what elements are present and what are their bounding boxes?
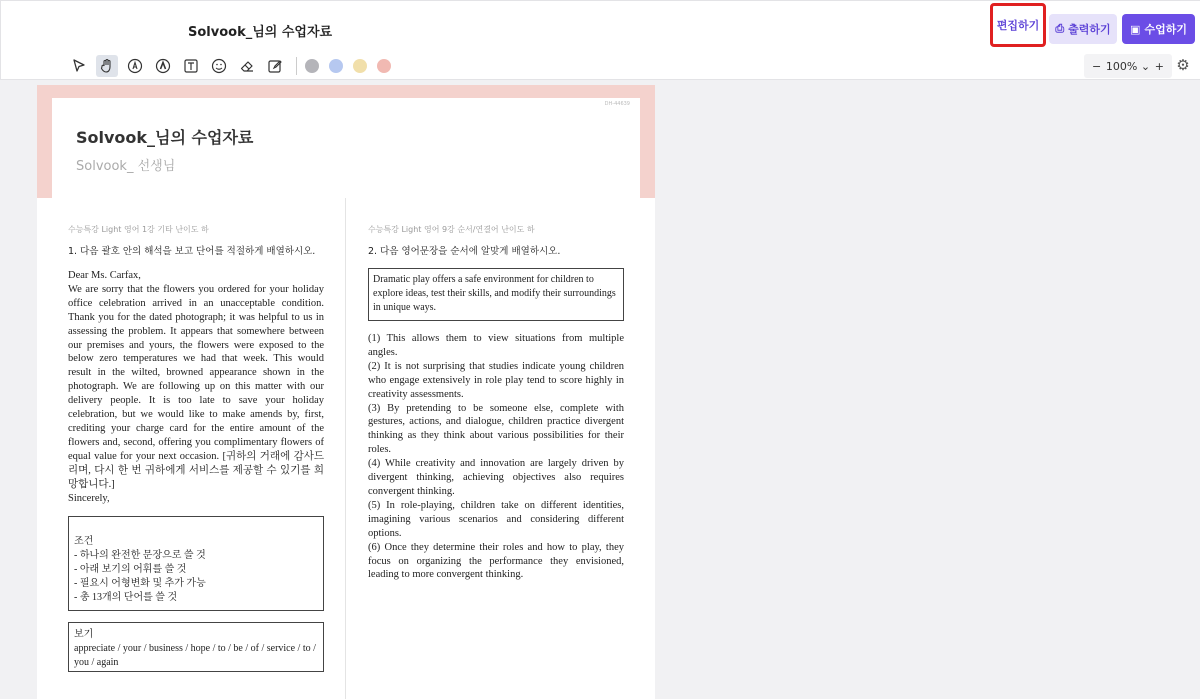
- q2-sentence: (5) In role-playing, children take on different identities, imagining various scenarios and considering different options.: [368, 499, 624, 539]
- hand-icon[interactable]: [96, 55, 118, 77]
- q1-choices-label: 보기: [74, 629, 94, 640]
- q1-condition: - 필요시 어형변화 및 추가 가능: [74, 578, 206, 589]
- color-swatch-blue[interactable]: [329, 59, 343, 73]
- q1-closing: Sincerely,: [68, 492, 110, 504]
- drawing-tools: [68, 55, 401, 77]
- zoom-in-button[interactable]: +: [1154, 59, 1164, 73]
- presentation-icon: ▣: [1130, 22, 1141, 36]
- q2-title: 2. 다음 영어문장을 순서에 알맞게 배열하시오.: [368, 246, 561, 257]
- worksheet-subtitle: Solvook_ 선생님: [76, 159, 176, 174]
- printer-icon: ⎙: [1055, 22, 1065, 35]
- q2-sentence: (2) It is not surprising that studies indicate young children who engage extensively in role play tend to score highly in creativity assessments.: [368, 360, 624, 400]
- print-button[interactable]: [1049, 14, 1117, 44]
- color-swatch-gray[interactable]: [305, 59, 319, 73]
- tool-separator: [296, 57, 297, 75]
- zoom-control: [1084, 54, 1172, 78]
- worksheet-header-card: [52, 98, 640, 198]
- color-swatch-yellow[interactable]: [353, 59, 367, 73]
- q1-paragraph: We are sorry that the flowers you ordered for your holiday office celebration arrived in an unacceptable condition. Thank you for the dated photograph; it was helpful to us in assessing the problem. It appears that somewhere between our premises and yours, the flowers were exposed to the below zero temperatures we had that week. This would result in the wilted, browned appearance shown in the photograph. We are following up on this matter with our delivery people. It is too late to save your holiday celebration, but we would like to make amends by, first, crediting your charge card for the entire amount of the flowers and, second, offering you complimentary flowers of equal value for your next occasion. [귀하의 거래에 감사드리며, 다시 한 번 귀하에게 서비스를 제공할 수 있기를 희망합니다.]: [68, 283, 324, 490]
- pen-icon[interactable]: [124, 55, 146, 77]
- worksheet-header-band: [37, 85, 655, 198]
- eraser-icon[interactable]: [236, 55, 258, 77]
- q2-sentence: (3) By pretending to be someone else, complete with gestures, actions, and dialogue, children practice divergent thinking as they think about various possibilities for their roles.: [368, 402, 624, 456]
- chevron-down-icon: ⌄: [1140, 59, 1151, 73]
- q1-choices: appreciate / your / business / hope / to / be / of / service / to / you / again: [74, 643, 316, 668]
- zoom-value: 100%: [1105, 59, 1138, 73]
- q1-title: 1. 다음 괄호 안의 해석을 보고 단어를 적절하게 배열하시오.: [68, 246, 316, 257]
- top-border: [0, 0, 1200, 1]
- worksheet-title: Solvook_님의 수업자료: [76, 128, 254, 147]
- start-class-button-label: 수업하기: [1144, 23, 1187, 36]
- q1-conditions-box: [68, 516, 324, 611]
- q2-intro-box: Dramatic play offers a safe environment for children to explore ideas, test their skills, and modify their surroundings in unique ways.: [368, 268, 624, 321]
- zoom-out-button[interactable]: −: [1092, 59, 1102, 73]
- worksheet-code: DH-44639: [604, 101, 630, 107]
- edit-button[interactable]: 편집하기: [990, 3, 1046, 47]
- q1-passage: [68, 269, 324, 505]
- q1-salutation: Dear Ms. Carfax,: [68, 270, 141, 281]
- q1-condition: - 총 13개의 단어를 쓸 것: [74, 592, 178, 603]
- q2-sentences: [368, 332, 624, 582]
- q1-condition: - 아래 보기의 어휘를 쓸 것: [74, 564, 187, 575]
- color-swatch-pink[interactable]: [377, 59, 391, 73]
- text-icon[interactable]: [180, 55, 202, 77]
- q2-sentence: (4) While creativity and innovation are largely driven by divergent thinking, achieving objectives also requires convergent thinking.: [368, 458, 624, 497]
- gear-icon[interactable]: ⚙: [1176, 56, 1190, 74]
- q1-conditions-label: 조건: [74, 536, 94, 547]
- top-toolbar: [0, 0, 1200, 80]
- worksheet-page: [37, 85, 655, 699]
- note-icon[interactable]: [264, 55, 286, 77]
- q1-meta: 수능특강 Light 영어 1강 기타 난이도 하: [68, 225, 209, 234]
- q1-condition: - 하나의 완전한 문장으로 쓸 것: [74, 550, 206, 561]
- q2-sentence: (1) This allows them to view situations from multiple angles.: [368, 333, 624, 358]
- marker-icon[interactable]: [152, 55, 174, 77]
- q1-choices-box: [68, 622, 324, 672]
- start-class-button[interactable]: [1122, 14, 1195, 44]
- sticker-icon[interactable]: [208, 55, 230, 77]
- q2-meta: 수능특강 Light 영어 9강 순서/연결어 난이도 하: [368, 225, 535, 234]
- document-title: Solvook_님의 수업자료: [188, 25, 333, 40]
- print-button-label: 출력하기: [1068, 23, 1111, 36]
- column-divider: [345, 198, 346, 699]
- zoom-select[interactable]: [1106, 60, 1150, 73]
- pointer-icon[interactable]: [68, 55, 90, 77]
- q2-sentence: (6) Once they determine their roles and how to play, they focus on organizing the performance they envisioned, leading to more convergent thinking.: [368, 541, 624, 581]
- left-border: [0, 0, 1, 80]
